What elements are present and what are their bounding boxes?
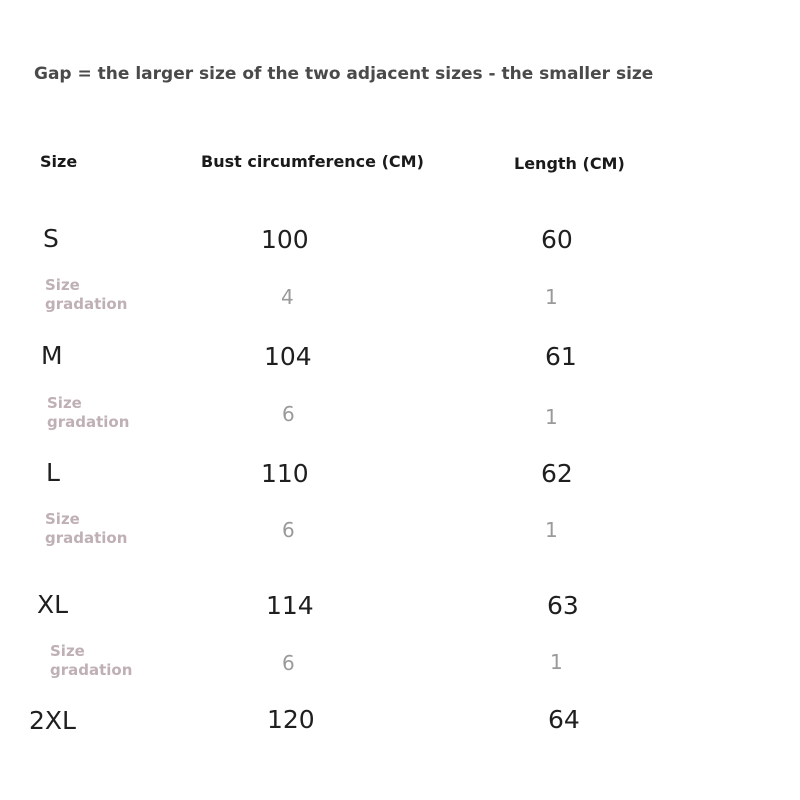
size-label: 2XL — [29, 706, 76, 735]
bust-gradation-value: 6 — [282, 402, 295, 426]
bust-value: 104 — [264, 342, 312, 371]
size-gradation-label — [45, 276, 127, 314]
length-gradation-value: 1 — [550, 650, 563, 674]
length-column-header: Length (CM) — [514, 154, 625, 173]
bust-gradation-value: 6 — [282, 518, 295, 542]
size-label: XL — [37, 590, 69, 619]
size-label: M — [41, 341, 63, 370]
size-label: S — [43, 224, 59, 253]
length-value: 63 — [547, 591, 579, 620]
bust-value: 110 — [261, 459, 309, 488]
size-gradation-label — [50, 642, 132, 680]
length-value: 61 — [545, 342, 577, 371]
bust-gradation-value: 6 — [282, 651, 295, 675]
gradation-label-line2: gradation — [45, 529, 128, 547]
gradation-label-line1: Size — [50, 642, 85, 660]
bust-value: 114 — [266, 591, 314, 620]
length-gradation-value: 1 — [545, 285, 558, 309]
length-gradation-value: 1 — [545, 518, 558, 542]
length-value: 64 — [548, 705, 580, 734]
length-value: 60 — [541, 225, 573, 254]
size-label: L — [46, 458, 60, 487]
gradation-label-line2: gradation — [45, 295, 128, 313]
length-gradation-value: 1 — [545, 405, 558, 429]
gradation-label-line2: gradation — [50, 661, 133, 679]
gradation-label-line1: Size — [45, 510, 80, 528]
bust-column-header: Bust circumference (CM) — [201, 152, 424, 171]
length-value: 62 — [541, 459, 573, 488]
size-gradation-label — [47, 394, 129, 432]
bust-value: 100 — [261, 225, 309, 254]
gradation-label-line2: gradation — [47, 413, 130, 431]
bust-gradation-value: 4 — [281, 285, 294, 309]
gradation-label-line1: Size — [45, 276, 80, 294]
size-column-header: Size — [40, 152, 78, 171]
gap-definition-note: Gap = the larger size of the two adjacent sizes - the smaller size — [34, 64, 654, 84]
size-gradation-label — [45, 510, 127, 548]
gradation-label-line1: Size — [47, 394, 82, 412]
bust-value: 120 — [267, 705, 315, 734]
